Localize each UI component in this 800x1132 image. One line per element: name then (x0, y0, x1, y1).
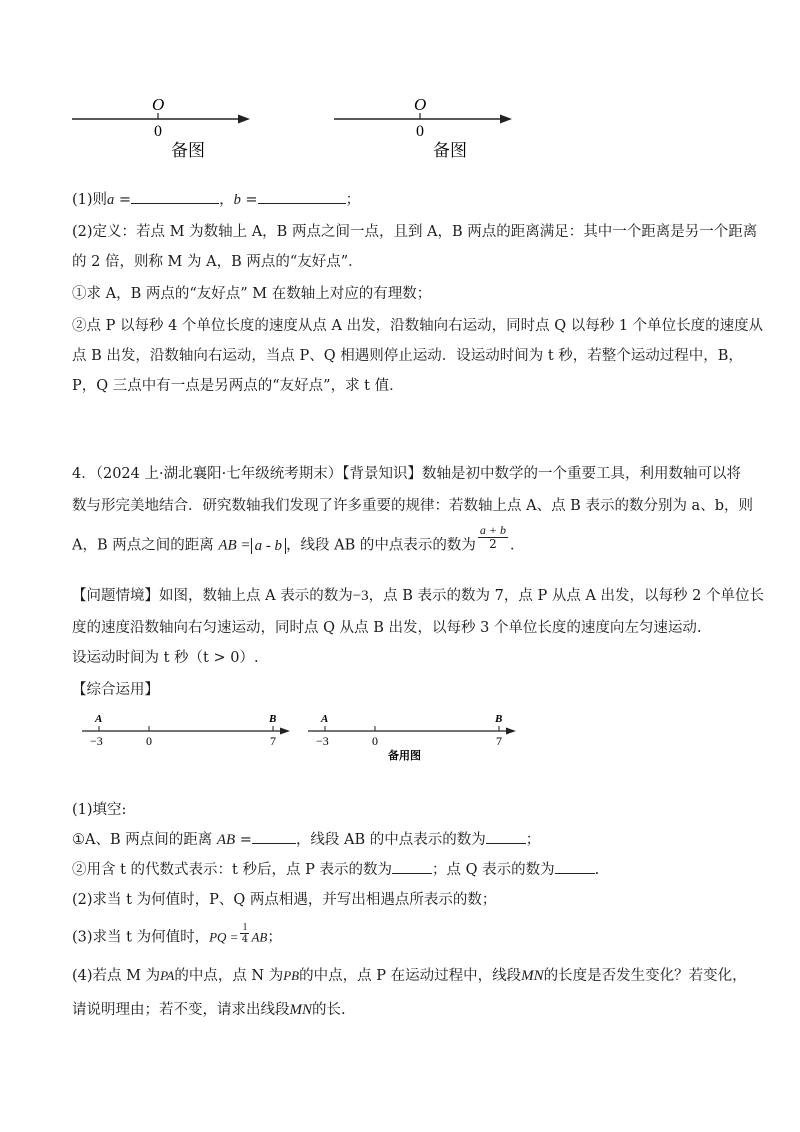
q3-part2-line2: 的 2 倍，则称 M 为 A，B 两点的“友好点”． (72, 254, 363, 270)
distance-formula-lhs: AB = (218, 537, 251, 554)
q3-sub2-line2: 点 B 出发，沿数轴向右运动，当点 P、Q 相遇则停止运动．设运动时间为 t 秒，若整个运动过程中，B， (72, 348, 743, 364)
right-axis-caption: 备图 (433, 141, 467, 161)
q4-left-tick-label-neg3: −3 (90, 734, 103, 748)
end-punct: ； (345, 192, 361, 208)
q4-right-label-A: A (321, 713, 329, 725)
q3-sub2-line3: P，Q 三点中有一点是另两点的“友好点”，求 t 值． (72, 378, 404, 394)
q4-left-tick-label-7: 7 (270, 734, 276, 748)
q4-part4-text: 请说明理由；若不变，请求出线段 (72, 1002, 290, 1018)
right-zero-label: 0 (416, 123, 424, 140)
q3-sub2-line1: ②点 P 以每秒 4 个单位长度的速度从点 A 出发，沿数轴向右运动，同时点 Q 以每秒 1 个单位长度的速度从 (72, 318, 764, 334)
q4-left-axis-arrow (280, 728, 290, 735)
q4-right-axis-arrow (506, 728, 516, 735)
answer-blank-a[interactable] (131, 191, 219, 204)
equals-sign: = (240, 192, 258, 208)
q4-right-tick-label-0: 0 (372, 734, 378, 748)
q3-part2-line1: (2)定义：若点 M 为数轴上 A，B 两点之间一点，且到 A，B 两点的距离满足：其中一个距离是另一个距离 (72, 224, 758, 240)
right-axis-arrow (500, 115, 512, 124)
q4-scene-line1-a: 【问题情境】如图，数轴上点 A 表示的数为 (72, 588, 353, 604)
q4-fill1-pre: ①A、B 两点间的距离 (72, 832, 217, 848)
q4-part4-text: 的中点，点 N 为 (174, 968, 284, 984)
top-number-lines (0, 90, 800, 170)
q4-part4-line2 (72, 1000, 732, 1020)
pb-symbol: PB (283, 968, 300, 983)
end-punct: ． (510, 537, 525, 554)
midpoint-fraction (478, 524, 508, 551)
pq-formula-lhs: PQ = (209, 929, 239, 945)
q4-fill1-mid: ，线段 AB 的中点表示的数为 (295, 832, 486, 848)
q4-header: 4．（2024 上·湖北襄阳·七年级统考期末）【背景知识】数轴是初中数学的一个重要工具，利用数轴可以将 (72, 466, 741, 482)
q4-right-label-B: B (495, 713, 503, 725)
q4-right-tick-label-7: 7 (496, 734, 502, 748)
quarter-fraction-num: 1 (242, 922, 248, 933)
q4-line3-mid: ，线段 AB 的中点表示的数为 (286, 537, 476, 554)
q4-number-lines (0, 708, 800, 768)
quarter-fraction (240, 922, 249, 945)
q4-part3 (72, 922, 732, 949)
left-axis-caption: 备图 (171, 141, 205, 161)
q3-part1 (72, 190, 732, 210)
q4-part4-text: (4)若点 M 为 (72, 968, 161, 984)
equals-sign: = (235, 832, 252, 848)
q4-line3-pre: A，B 两点之间的距离 (72, 537, 219, 554)
mn-symbol: MN (521, 968, 544, 984)
q4-part2: (2)求当 t 为何值时，P、Q 两点相遇，并写出相遇点所表示的数； (72, 892, 497, 908)
mn-symbol: MN (289, 1002, 312, 1018)
pa-symbol: PA (160, 968, 175, 983)
q4-scene-line2: 度的速度沿数轴向右匀速运动，同时点 Q 从点 B 出发，以每秒 3 个单位长度的速度向左匀速运动. (72, 620, 702, 636)
q4-part4-text: 的中点，点 P 在运动过程中，线段 (299, 968, 522, 984)
q4-fill-2 (72, 860, 732, 880)
right-origin-label: O (414, 95, 427, 114)
q4-right-tick-label-neg3: −3 (316, 734, 329, 748)
var-a: a (107, 192, 115, 208)
q4-axis-caption: 备用图 (388, 749, 421, 762)
q4-scene-line1 (72, 586, 764, 606)
end-punct: ； (525, 832, 541, 848)
q4-part4-line1 (72, 966, 747, 986)
q4-part4-text: 的长度是否发生变化？若变化， (543, 968, 747, 984)
midpoint-fraction-den: 2 (489, 537, 497, 551)
neg-three: −3 (352, 588, 369, 604)
distance-formula-abs: a - b (251, 538, 287, 554)
q4-comprehensive-heading: 【综合运用】 (72, 682, 159, 698)
answer-blank-midpoint[interactable] (486, 831, 526, 844)
answer-blank-ab[interactable] (252, 831, 296, 844)
q4-scene-line1-b: ，点 B 表示的数为 7，点 P 从点 A 出发，以每秒 2 个单位长 (368, 588, 764, 604)
q4-left-label-B: B (269, 713, 277, 725)
left-axis-arrow (238, 115, 250, 124)
q4-fill-1 (72, 830, 732, 850)
end-punct: . (594, 862, 600, 878)
end-punct: ； (267, 929, 282, 946)
answer-blank-p[interactable] (392, 861, 432, 874)
midpoint-fraction-num: a + b (479, 523, 507, 537)
q4-left-tick-label-0: 0 (146, 734, 152, 748)
answer-blank-b[interactable] (258, 191, 346, 204)
q4-scene-line3: 设运动时间为 t 秒（t > 0）. (72, 650, 259, 666)
var-b: b (233, 192, 241, 208)
q4-line2: 数与形完美地结合．研究数轴我们发现了许多重要的规律：若数轴上点 A、点 B 表示的数分别为 a、b，则 (72, 498, 753, 514)
q4-fill2-mid: ；点 Q 表示的数为 (431, 862, 555, 878)
q4-left-label-A: A (95, 713, 103, 725)
separator: ， (219, 192, 234, 208)
quarter-fraction-den: 4 (241, 934, 249, 945)
left-origin-label: O (152, 95, 165, 114)
left-zero-label: 0 (154, 123, 162, 140)
equals-sign: = (114, 192, 132, 208)
q4-part4-text: 的长. (312, 1002, 346, 1018)
q4-line3 (72, 523, 732, 559)
q3-part1-prefix: (1)则 (72, 192, 108, 208)
q3-sub1: ①求 A，B 两点的“友好点” M 在数轴上对应的有理数； (72, 286, 432, 302)
q4-fill-heading: (1)填空: (72, 802, 127, 818)
q4-fill2-pre: ②用含 t 的代数式表示：t 秒后，点 P 表示的数为 (72, 862, 392, 878)
q4-part3-pre: (3)求当 t 为何值时， (72, 929, 210, 946)
pq-formula-rhs: AB (251, 929, 268, 945)
ab-symbol: AB (216, 832, 236, 848)
answer-blank-q[interactable] (555, 861, 595, 874)
